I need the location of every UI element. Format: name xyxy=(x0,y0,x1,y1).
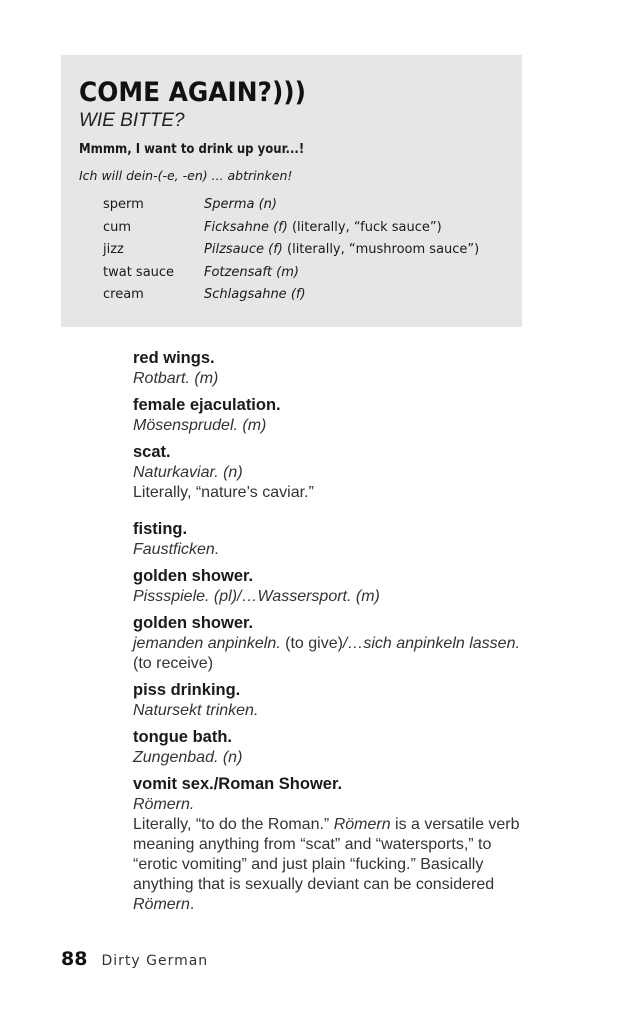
entry-note: Literally, “nature’s caviar.” xyxy=(133,484,314,501)
entry-list xyxy=(133,348,533,921)
entry xyxy=(133,774,533,915)
vocab-row xyxy=(103,262,522,285)
vocab-translation: Fotzensaft (m) xyxy=(204,264,299,280)
entry-translation: Mösensprudel. (m) xyxy=(133,417,267,434)
entry-term: fisting. xyxy=(133,520,188,538)
vocab-translation: Schlagsahne (f) xyxy=(204,287,306,302)
entry-translation: Natursekt trinken. xyxy=(133,702,259,719)
entry xyxy=(133,442,533,503)
vocab-term: cream xyxy=(103,287,144,302)
sidebar-title: COME AGAIN?))) xyxy=(79,77,307,108)
vocab-row xyxy=(103,239,522,262)
entry xyxy=(133,727,533,768)
sidebar-box xyxy=(61,55,522,327)
entry xyxy=(133,519,533,560)
entry-translation: Naturkaviar. (n) xyxy=(133,464,243,481)
entry-term: piss drinking. xyxy=(133,681,241,699)
book-title: Dirty German xyxy=(101,953,209,969)
vocab-row xyxy=(103,194,522,217)
vocab-list xyxy=(103,194,522,307)
sidebar-subtitle: WIE BITTE? xyxy=(79,110,185,131)
entry-translation: Römern. xyxy=(133,796,195,813)
page-footer xyxy=(61,948,208,970)
phrase-english: Mmmm, I want to drink up your...! xyxy=(79,142,305,157)
phrase-german: Ich will dein-(-e, -en) ... abtrinken! xyxy=(79,168,293,183)
vocab-term: jizz xyxy=(103,242,124,257)
entry xyxy=(133,395,533,436)
entry-term: female ejaculation. xyxy=(133,396,281,414)
entry xyxy=(133,348,533,389)
entry xyxy=(133,613,533,674)
vocab-translation: Ficksahne (f) (literally, “fuck sauce”) xyxy=(204,219,442,235)
page-number: 88 xyxy=(61,948,88,970)
entry-translation: Pissspiele. (pl)/…Wassersport. (m) xyxy=(133,588,380,605)
entry-term: vomit sex./Roman Shower. xyxy=(133,775,343,793)
entry-term: scat. xyxy=(133,443,171,461)
vocab-term: sperm xyxy=(103,197,144,212)
entry-translation: Faustficken. xyxy=(133,541,220,558)
entry-term: red wings. xyxy=(133,349,215,367)
entry-note: Literally, “to do the Roman.” Römern is a versatile verb meaning anything from “scat” and “watersports,” to “erotic vomiting” and just plain “fucking.” Basically anything that is sexually deviant can be considered Römern. xyxy=(133,816,520,913)
entry-translation: Zungenbad. (n) xyxy=(133,749,243,766)
entry-translation: Rotbart. (m) xyxy=(133,370,219,387)
entry-term: golden shower. xyxy=(133,567,254,585)
vocab-translation: Pilzsauce (f) (literally, “mushroom sauce”) xyxy=(204,242,480,257)
entry-term: golden shower. xyxy=(133,614,254,632)
entry-translation: jemanden anpinkeln. (to give)/…sich anpinkeln lassen. (to receive) xyxy=(133,635,520,672)
vocab-term: cum xyxy=(103,219,132,235)
entry xyxy=(133,680,533,721)
vocab-translation: Sperma (n) xyxy=(204,197,277,212)
entry xyxy=(133,566,533,607)
vocab-row xyxy=(103,217,522,240)
entry-term: tongue bath. xyxy=(133,728,232,746)
vocab-term: twat sauce xyxy=(103,264,175,280)
vocab-row xyxy=(103,284,522,307)
